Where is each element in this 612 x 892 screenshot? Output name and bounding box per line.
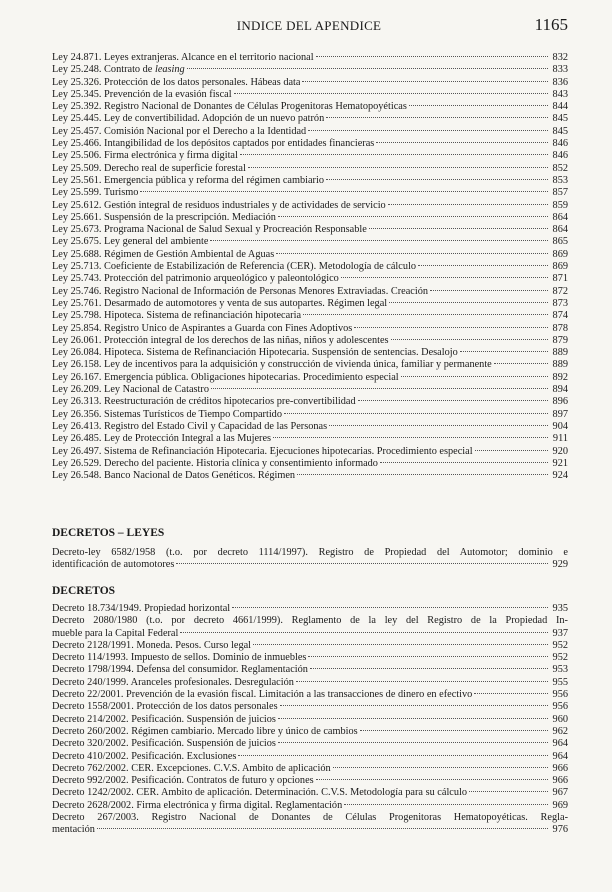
dot-leader bbox=[296, 681, 548, 682]
entry-text: Decreto 1798/1994. Defensa del consumidor. Reglamentación bbox=[52, 664, 308, 676]
index-entry bbox=[52, 603, 568, 615]
entry-text: Ley 25.506. Firma electrónica y firma digital bbox=[52, 150, 238, 162]
dot-leader bbox=[409, 105, 548, 106]
dot-leader bbox=[187, 68, 548, 69]
dot-leader bbox=[388, 204, 548, 205]
entry-text-line1: Decreto-ley 6582/1958 (t.o. por decreto 1114/1997). Registro de Propiedad del Automotor; dominio e bbox=[52, 547, 568, 558]
index-entry bbox=[52, 150, 568, 162]
entry-text-line1: Decreto 267/2003. Registro Nacional de Donantes de Células Progenitoras Hematopoyéticas. Regla- bbox=[52, 812, 568, 824]
section-title-decretos-leyes: DECRETOS – LEYES bbox=[52, 527, 165, 539]
dot-leader bbox=[469, 791, 548, 792]
entry-text-line1: Decreto 2080/1980 (t.o. por decreto 4661/1999). Reglamento de la ley del Registro de la Propiedad In- bbox=[52, 615, 568, 627]
entry-text: Decreto 762/2002. CER. Excepciones. C.V.S. Ambito de aplicación bbox=[52, 762, 331, 774]
index-entry bbox=[52, 775, 568, 787]
entry-text: Decreto 992/2002. Pesificación. Contratos de futuro y opciones bbox=[52, 775, 314, 787]
index-entry bbox=[52, 323, 568, 335]
index-entry bbox=[52, 446, 568, 458]
dot-leader bbox=[401, 376, 548, 377]
dot-leader bbox=[180, 632, 548, 633]
entry-text: Ley 25.743. Protección del patrimonio arqueológico y paleontológico bbox=[52, 273, 339, 285]
dot-leader bbox=[329, 425, 548, 426]
section-title-decretos: DECRETOS bbox=[52, 585, 116, 597]
entry-text: Decreto 2628/2002. Firma electrónica y firma digital. Reglamentación bbox=[52, 799, 343, 811]
entry-page: 896 bbox=[552, 396, 568, 408]
dot-leader bbox=[302, 81, 548, 82]
dot-leader bbox=[460, 351, 548, 352]
entry-page: 889 bbox=[552, 359, 568, 371]
entry-page: 874 bbox=[552, 310, 568, 322]
entry-text: Ley 25.761. Desarmado de automotores y venta de sus autopartes. Régimen legal bbox=[52, 297, 388, 309]
index-entry bbox=[52, 64, 568, 76]
index-entry bbox=[52, 433, 568, 445]
dot-leader bbox=[494, 363, 548, 364]
index-entry bbox=[52, 763, 568, 775]
dot-leader bbox=[354, 327, 548, 328]
entry-page: 869 bbox=[552, 248, 568, 260]
entry-page: 962 bbox=[552, 725, 568, 737]
index-entry bbox=[52, 101, 568, 113]
entry-page: 969 bbox=[552, 799, 568, 811]
entry-text: Decreto 1242/2002. CER. Ambito de aplicación. Determinación. C.V.S. Metodología para su cálculo bbox=[52, 787, 468, 799]
entry-text: Decreto 2128/1991. Moneda. Pesos. Curso legal bbox=[52, 639, 252, 651]
entry-page: 871 bbox=[552, 273, 568, 285]
dot-leader bbox=[238, 755, 548, 756]
index-entry bbox=[52, 470, 568, 482]
entry-text: Ley 25.713. Coeficiente de Estabilización de Referencia (CER). Metodología de cálculo bbox=[52, 261, 416, 273]
index-entry bbox=[52, 347, 568, 359]
running-title: INDICE DEL APENDICE bbox=[236, 18, 382, 33]
entry-page: 894 bbox=[552, 384, 568, 396]
entry-text: Ley 26.209. Ley Nacional de Catastro bbox=[52, 384, 209, 396]
entry-text-line2: mueble para la Capital Federal bbox=[52, 627, 179, 639]
decretos-list bbox=[52, 603, 568, 837]
dot-leader bbox=[308, 130, 548, 131]
entry-page: 904 bbox=[552, 420, 568, 432]
entry-page: 929 bbox=[552, 559, 568, 571]
entry-page: 921 bbox=[552, 457, 568, 469]
index-entry bbox=[52, 286, 568, 298]
dot-leader bbox=[316, 779, 548, 780]
dot-leader bbox=[176, 563, 548, 564]
entry-text: Decreto 18.734/1949. Propiedad horizontal bbox=[52, 603, 231, 614]
dot-leader bbox=[316, 56, 548, 57]
entry-page: 865 bbox=[552, 236, 568, 248]
entry-page: 960 bbox=[552, 713, 568, 725]
entry-text: Ley 25.798. Hipoteca. Sistema de refinanciación hipotecaria bbox=[52, 310, 302, 322]
index-entry bbox=[52, 200, 568, 212]
dot-leader bbox=[278, 718, 548, 719]
dot-leader bbox=[475, 450, 548, 451]
dot-leader bbox=[232, 607, 548, 608]
entry-text: Ley 25.746. Registro Nacional de Información de Personas Menores Extraviadas. Creación bbox=[52, 285, 429, 297]
dot-leader bbox=[474, 693, 548, 694]
index-entry bbox=[52, 396, 568, 408]
index-entry bbox=[52, 640, 568, 652]
entry-text: Ley 26.356. Sistemas Turísticos de Tiempo Compartido bbox=[52, 408, 282, 420]
entry-text: Ley 25.466. Intangibilidad de los depósitos captados por entidades financieras bbox=[52, 138, 375, 150]
index-entry bbox=[52, 335, 568, 347]
dot-leader bbox=[97, 828, 548, 829]
dot-leader bbox=[276, 253, 548, 254]
index-entry bbox=[52, 812, 568, 837]
entry-page: 843 bbox=[552, 88, 568, 100]
entry-text: Ley 25.599. Turismo bbox=[52, 187, 139, 199]
index-entry bbox=[52, 677, 568, 689]
dot-leader bbox=[280, 705, 548, 706]
entry-page: 859 bbox=[552, 199, 568, 211]
entry-text: Decreto 114/1993. Impuesto de sellos. Dominio de inmuebles bbox=[52, 652, 307, 664]
entry-text: Decreto 260/2002. Régimen cambiario. Mercado libre y único de cambios bbox=[52, 725, 358, 737]
dot-leader bbox=[380, 462, 548, 463]
entry-page: 892 bbox=[552, 371, 568, 383]
entry-page: 873 bbox=[552, 297, 568, 309]
index-entry bbox=[52, 236, 568, 248]
index-entry bbox=[52, 689, 568, 701]
entry-text: Decreto 240/1999. Aranceles profesionales. Desregulación bbox=[52, 676, 294, 688]
entry-page: 845 bbox=[552, 113, 568, 125]
dot-leader bbox=[297, 474, 548, 475]
entry-text: Ley 25.612. Gestión integral de residuos industriales y de actividades de servicio bbox=[52, 199, 386, 211]
entry-text: Ley 26.313. Reestructuración de créditos hipotecarios pre-convertibilidad bbox=[52, 396, 356, 408]
index-entry bbox=[52, 547, 568, 572]
entry-page: 955 bbox=[552, 676, 568, 688]
entry-page: 836 bbox=[552, 76, 568, 88]
entry-text: Ley 25.345. Prevención de la evasión fiscal bbox=[52, 88, 232, 100]
dot-leader bbox=[303, 314, 548, 315]
dot-leader bbox=[369, 228, 548, 229]
entry-text: Ley 26.485. Ley de Protección Integral a las Mujeres bbox=[52, 433, 272, 445]
entry-page: 920 bbox=[552, 445, 568, 457]
entry-page: 966 bbox=[552, 762, 568, 774]
dot-leader bbox=[284, 413, 548, 414]
entry-text: Ley 26.158. Ley de incentivos para la adquisición y construcción de vivienda única, familiar y permanente bbox=[52, 359, 492, 371]
index-entry bbox=[52, 359, 568, 371]
entry-page: 846 bbox=[552, 150, 568, 162]
entry-text: Ley 25.445. Ley de convertibilidad. Adopción de un nuevo patrón bbox=[52, 113, 325, 125]
dot-leader bbox=[360, 730, 548, 731]
dot-leader bbox=[333, 767, 548, 768]
index-entry bbox=[52, 212, 568, 224]
entry-text: Ley 25.854. Registro Unico de Aspirantes a Guarda con Fines Adoptivos bbox=[52, 322, 353, 334]
index-entry bbox=[52, 714, 568, 726]
dot-leader bbox=[418, 265, 548, 266]
entry-text: Ley 25.688. Régimen de Gestión Ambiental de Aguas bbox=[52, 248, 275, 260]
index-entry bbox=[52, 701, 568, 713]
entry-page: 911 bbox=[552, 433, 568, 445]
entry-text: Ley 25.509. Derecho real de superficie forestal bbox=[52, 162, 246, 174]
dot-leader bbox=[253, 644, 548, 645]
index-entry bbox=[52, 138, 568, 150]
index-entry bbox=[52, 372, 568, 384]
index-entry bbox=[52, 89, 568, 101]
dot-leader bbox=[430, 290, 548, 291]
entry-text: Ley 24.871. Leyes extranjeras. Alcance en el territorio nacional bbox=[52, 52, 314, 63]
dot-leader bbox=[278, 216, 548, 217]
entry-page: 857 bbox=[552, 187, 568, 199]
index-entry bbox=[52, 126, 568, 138]
entry-text-line2: mentación bbox=[52, 824, 95, 836]
page-number: 1165 bbox=[534, 15, 568, 34]
dot-leader bbox=[341, 277, 548, 278]
entry-text: Decreto 410/2002. Pesificación. Exclusiones bbox=[52, 750, 237, 762]
index-entry bbox=[52, 384, 568, 396]
dot-leader bbox=[211, 388, 548, 389]
entry-page: 864 bbox=[552, 224, 568, 236]
dot-leader bbox=[391, 339, 548, 340]
index-entry bbox=[52, 298, 568, 310]
index-entry bbox=[52, 421, 568, 433]
dot-leader bbox=[248, 167, 548, 168]
dot-leader bbox=[308, 656, 548, 657]
entry-page: 844 bbox=[552, 101, 568, 113]
entry-text-line2: identificación de automotores bbox=[52, 559, 175, 571]
dot-leader bbox=[376, 142, 548, 143]
entry-page: 964 bbox=[552, 750, 568, 762]
index-entry bbox=[52, 175, 568, 187]
decretos-section bbox=[52, 584, 568, 837]
entry-text: Ley 26.529. Derecho del paciente. Historia clínica y consentimiento informado bbox=[52, 457, 378, 469]
entry-text: Decreto 1558/2001. Protección de los datos personales bbox=[52, 701, 278, 713]
dot-leader bbox=[389, 302, 548, 303]
index-entry bbox=[52, 224, 568, 236]
entry-page: 897 bbox=[552, 408, 568, 420]
entry-text: Ley 26.167. Emergencia pública. Obligaciones hipotecarias. Procedimiento especial bbox=[52, 371, 399, 383]
dot-leader bbox=[234, 93, 548, 94]
index-entry bbox=[52, 738, 568, 750]
index-entry bbox=[52, 187, 568, 199]
dot-leader bbox=[326, 179, 548, 180]
entry-text: Decreto 22/2001. Prevención de la evasión fiscal. Limitación a las transacciones de dinero en efectivo bbox=[52, 689, 473, 701]
entry-page: 846 bbox=[552, 138, 568, 150]
entry-page: 964 bbox=[552, 738, 568, 750]
index-entry bbox=[52, 787, 568, 799]
entry-page: 952 bbox=[552, 652, 568, 664]
entry-text: Ley 26.548. Banco Nacional de Datos Genéticos. Régimen bbox=[52, 470, 296, 482]
index-entry bbox=[52, 458, 568, 470]
entry-text: Decreto 320/2002. Pesificación. Suspensión de juicios bbox=[52, 738, 276, 750]
entry-page: 889 bbox=[552, 347, 568, 359]
entry-page: 852 bbox=[552, 162, 568, 174]
index-entry bbox=[52, 273, 568, 285]
dot-leader bbox=[310, 668, 548, 669]
index-entry bbox=[52, 310, 568, 322]
index-entry bbox=[52, 113, 568, 125]
page-header bbox=[50, 16, 568, 38]
index-entry bbox=[52, 163, 568, 175]
entry-text: Ley 25.561. Emergencia pública y reforma del régimen cambiario bbox=[52, 174, 324, 186]
entry-page: 872 bbox=[552, 285, 568, 297]
entry-page: 924 bbox=[552, 470, 568, 482]
entry-page: 845 bbox=[552, 125, 568, 137]
entry-page: 956 bbox=[552, 689, 568, 701]
entry-page: 853 bbox=[552, 174, 568, 186]
entry-page: 878 bbox=[552, 322, 568, 334]
entry-page: 864 bbox=[552, 211, 568, 223]
index-entry bbox=[52, 249, 568, 261]
dot-leader bbox=[358, 400, 548, 401]
entry-text: Ley 25.675. Ley general del ambiente bbox=[52, 236, 209, 248]
entry-text: Ley 26.084. Hipoteca. Sistema de Refinanciación Hipotecaria. Suspensión de sentencias. Desalojo bbox=[52, 347, 458, 359]
entry-page: 937 bbox=[552, 627, 568, 639]
entry-text: Ley 26.413. Registro del Estado Civil y Capacidad de las Personas bbox=[52, 420, 328, 432]
entry-text: Ley 25.248. Contrato de leasing bbox=[52, 64, 185, 76]
entry-page: 869 bbox=[552, 261, 568, 273]
entry-page: 976 bbox=[552, 824, 568, 836]
index-entry bbox=[52, 52, 568, 64]
entry-page: 953 bbox=[552, 664, 568, 676]
dot-leader bbox=[210, 240, 548, 241]
entry-page: 967 bbox=[552, 787, 568, 799]
dot-leader bbox=[273, 437, 548, 438]
entry-text: Ley 25.392. Registro Nacional de Donantes de Células Progenitoras Hematopoyéticas bbox=[52, 101, 407, 113]
entry-page: 966 bbox=[552, 775, 568, 787]
index-entry bbox=[52, 664, 568, 676]
entry-page: 832 bbox=[552, 52, 568, 63]
entry-page: 935 bbox=[552, 603, 568, 614]
entry-text: Ley 25.457. Comisión Nacional por el Derecho a la Identidad bbox=[52, 125, 307, 137]
dot-leader bbox=[278, 742, 548, 743]
entry-page: 879 bbox=[552, 334, 568, 346]
index-entry bbox=[52, 261, 568, 273]
index-entry bbox=[52, 800, 568, 812]
entry-page: 833 bbox=[552, 64, 568, 76]
entry-text: Ley 25.326. Protección de los datos personales. Hábeas data bbox=[52, 76, 301, 88]
entry-text: Ley 26.061. Protección integral de los derechos de las niñas, niños y adolescentes bbox=[52, 334, 389, 346]
dot-leader bbox=[240, 154, 548, 155]
index-entry bbox=[52, 652, 568, 664]
index-entry bbox=[52, 409, 568, 421]
index-entry bbox=[52, 751, 568, 763]
dot-leader bbox=[344, 804, 548, 805]
index-entry bbox=[52, 615, 568, 640]
entry-page: 956 bbox=[552, 701, 568, 713]
entry-text: Ley 25.661. Suspensión de la prescripción. Mediación bbox=[52, 211, 276, 223]
entry-text: Decreto 214/2002. Pesificación. Suspensión de juicios bbox=[52, 713, 276, 725]
leyes-list bbox=[52, 52, 568, 482]
entry-text: Ley 25.673. Programa Nacional de Salud Sexual y Procreación Responsable bbox=[52, 224, 367, 236]
dot-leader bbox=[326, 117, 548, 118]
index-entry bbox=[52, 726, 568, 738]
dot-leader bbox=[140, 191, 548, 192]
entry-page: 952 bbox=[552, 639, 568, 651]
index-entry bbox=[52, 77, 568, 89]
decretos-leyes-section bbox=[52, 526, 568, 572]
entry-text: Ley 26.497. Sistema de Refinanciación Hipotecaria. Ejecuciones hipotecarias. Procedimiento especial bbox=[52, 445, 473, 457]
